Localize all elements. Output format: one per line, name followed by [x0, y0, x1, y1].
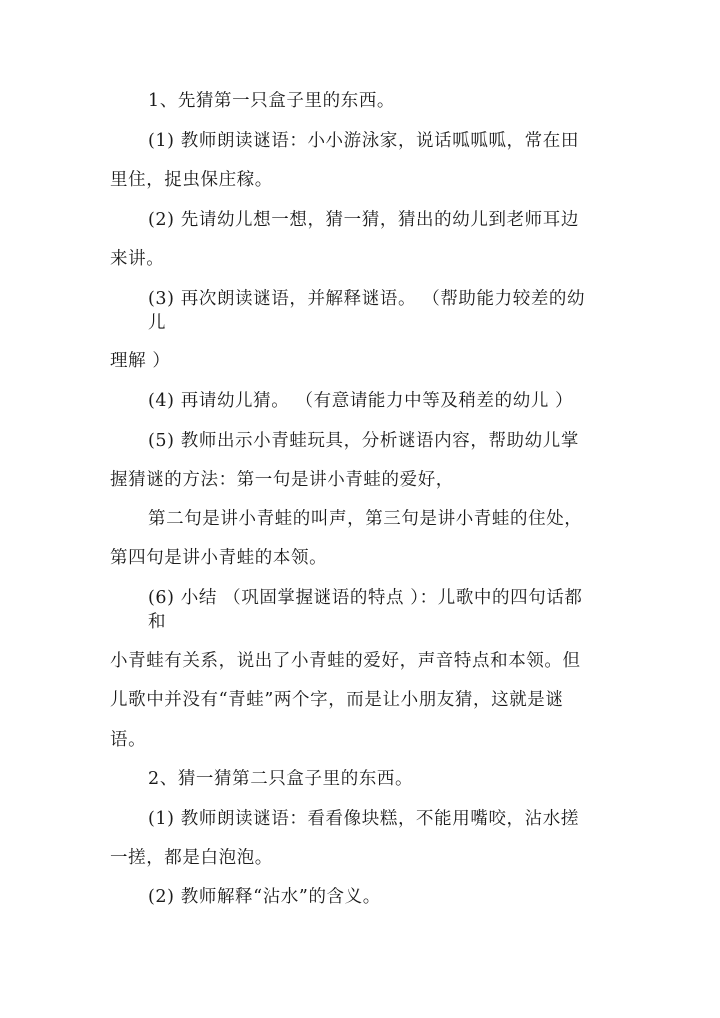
paragraph-line: 理解 ） [110, 351, 171, 371]
paragraph-line: (1) 教师朗读谜语：看看像块糕，不能用嘴咬，沾水搓 [148, 809, 579, 829]
paragraph-line: 第二句是讲小青蛙的叫声，第三句是讲小青蛙的住处， [148, 509, 583, 529]
paragraph-line: (2) 先请幼儿想一想，猜一猜，猜出的幼儿到老师耳边 [148, 210, 579, 230]
paragraph-line: 里住，捉虫保庄稼。 [110, 170, 273, 190]
paragraph-line: (5) 教师出示小青蛙玩具，分析谜语内容，帮助幼儿掌 [148, 431, 579, 451]
heading-step-1: 1、先猜第一只盒子里的东西。 [148, 91, 396, 111]
paragraph-line: 语。 [110, 730, 147, 750]
paragraph-line: (3) 再次朗读谜语，并解释谜语。 （帮助能力较差的幼 [148, 289, 586, 309]
paragraph-line: (2) 教师解释“沾水”的含义。 [148, 887, 381, 907]
paragraph-line: 儿 [148, 313, 167, 333]
heading-step-2: 2、猜一猜第二只盒子里的东西。 [148, 769, 414, 789]
paragraph-line: 一搓，都是白泡泡。 [110, 848, 273, 868]
paragraph-line: 小青蛙有关系，说出了小青蛙的爱好，声音特点和本领。但 [110, 651, 581, 671]
paragraph-line: 和 [148, 612, 167, 632]
paragraph-line: (6) 小结 （巩固掌握谜语的特点 ）：儿歌中的四句话都 [148, 588, 583, 608]
paragraph-line: 儿歌中并没有“青蛙”两个字，而是让小朋友猜，这就是谜 [110, 690, 564, 710]
paragraph-line: (1) 教师朗读谜语：小小游泳家，说话呱呱呱，常在田 [148, 131, 579, 151]
paragraph-line: 来讲。 [110, 249, 165, 269]
paragraph-line: 握猜谜的方法：第一句是讲小青蛙的爱好， [110, 470, 454, 490]
paragraph-line: (4) 再请幼儿猜。 （有意请能力中等及稍差的幼儿 ） [148, 391, 574, 411]
paragraph-line: 第四句是讲小青蛙的本领。 [110, 548, 328, 568]
